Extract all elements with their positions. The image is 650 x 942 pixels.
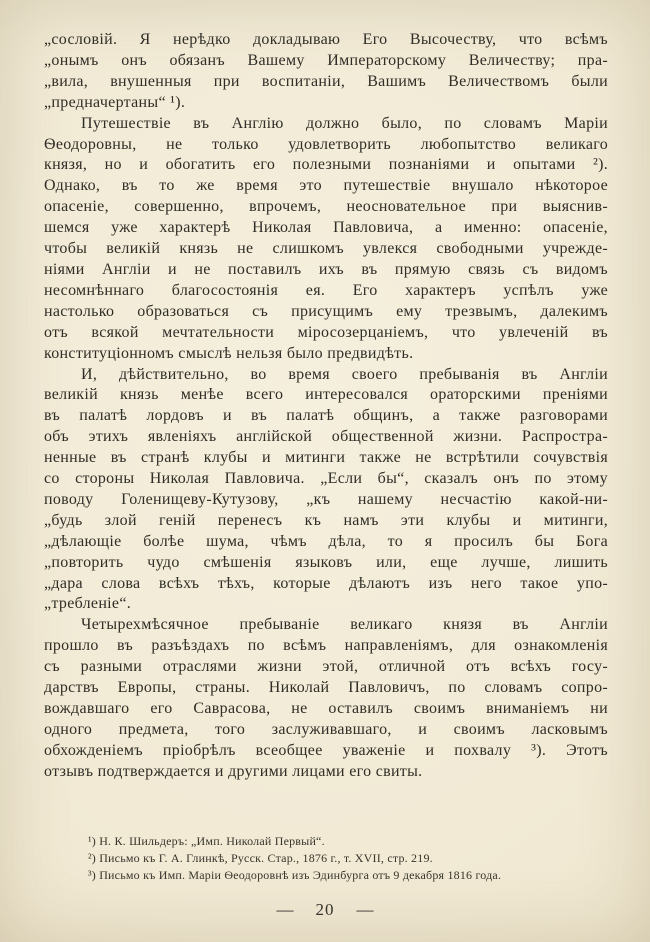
text-line: обхожденіемъ пріобрѣлъ всеобщее уваженіе и похвалу ³). Этотъ <box>44 741 608 759</box>
text-line: объ этихъ явленіяхъ англійской общественной жизни. Распростра- <box>44 428 608 446</box>
text-line: шемся уже характерѣ Николая Павловича, а именно: опасеніе, <box>44 219 608 237</box>
text-line: „дара слова всѣхъ тѣхъ, которые дѣлаютъ изъ него такое упо- <box>44 574 608 592</box>
text-line: ніями Англіи и не поставилъ ихъ въ прямую связь съ видомъ <box>44 260 608 278</box>
text-line: ненные въ странѣ клубы и митинги также не встрѣтили сочувствія <box>44 449 608 467</box>
text-line: Четырехмѣсячное пребываніе великаго князя въ Англіи <box>81 616 608 634</box>
text-line: „будь злой геній перенесъ къ намъ эти клубы и митинги, <box>44 511 608 529</box>
footnote: ¹) Н. К. Шильдеръ: „Имп. Николай Первый“. <box>88 833 325 848</box>
text-line: „онымъ онъ обязанъ Вашему Императорскому Величеству; пра- <box>44 51 608 69</box>
text-line: чтобы великій князь не слишкомъ увлекся свободными учрежде- <box>44 240 608 258</box>
text-line: „сословій. Я нерѣдко докладываю Его Высочеству, что всѣмъ <box>44 31 608 48</box>
text-line: опасеніе, совершенно, впрочемъ, неосновательное при выяснив- <box>44 198 608 216</box>
page-footer <box>0 900 650 920</box>
text-line: „требленіе“. <box>44 595 132 613</box>
text-line: прошло въ разъѣздахъ по всѣмъ направленіямъ, для ознакомленія <box>44 637 608 655</box>
text-line: настолько образоваться съ присущимъ ему трезвымъ, далекимъ <box>44 302 608 320</box>
text-line: поводу Голенищеву-Кутузову, „къ нашему несчастію какой-ни- <box>44 490 608 508</box>
paragraph <box>44 365 608 616</box>
text-line: въ палатѣ лордовъ и въ палатѣ общинъ, а также разговорами <box>44 407 608 425</box>
paragraph <box>44 114 608 365</box>
text-line: вождавшаго его Саврасова, не оставилъ своимъ вниманіемъ ни <box>44 700 608 717</box>
paragraph <box>44 30 608 114</box>
text-line: „повторить чудо смѣшенія языковъ или, еще лучше, лишить <box>44 553 608 571</box>
text-line: конституціонномъ смыслѣ нельзя было предвидѣть. <box>44 344 414 362</box>
paragraph <box>44 615 608 782</box>
body-text <box>44 30 608 783</box>
footnote: ²) Письмо къ Г. А. Глинкѣ, Русск. Стар., 1876 г., т. XVII, стр. 219. <box>88 850 433 865</box>
text-line: отъ всякой мечтательности міросозерцаніемъ, что увлеченій въ <box>44 323 608 341</box>
footer-dash-left: — <box>276 900 294 919</box>
text-line: „дѣлающіе болѣе шума, чѣмъ дѣла, то я просилъ бы Бога <box>44 532 608 550</box>
text-line: одного предмета, того заслуживавшаго, и своимъ ласковымъ <box>44 720 608 738</box>
text-line: князя, но и обогатить его полезными познаніями и опытами ²). <box>44 156 608 174</box>
text-line: И, дѣйствительно, во время своего пребыванія въ Англіи <box>81 365 608 383</box>
text-line: Путешествіе въ Англію должно было, по словамъ Маріи <box>81 114 608 132</box>
footnotes <box>44 833 608 884</box>
text-line: несомнѣннаго благосостоянія ея. Его характеръ успѣлъ уже <box>44 281 608 299</box>
footer-dash-right: — <box>356 900 374 919</box>
text-line: отзывъ подтверждается и другими лицами его свиты. <box>44 762 423 780</box>
text-line: Ѳеодоровны, не только удовлетворить любопытство великаго <box>44 135 608 153</box>
footnote: ³) Письмо къ Имп. Маріи Ѳеодоровнѣ изъ Эдинбурга отъ 9 декабря 1816 года. <box>88 867 502 882</box>
text-line: великій князь менѣе всего интересовался ораторскими преніями <box>44 386 608 404</box>
text-line: дарствъ Европы, страны. Николай Павловичъ, по словамъ сопро- <box>44 679 608 697</box>
page-number: 20 <box>315 900 335 919</box>
text-line: со стороны Николая Павловича. „Если бы“, сказалъ онъ по этому <box>44 470 608 488</box>
text-line: Однако, въ то же время это путешествіе внушало нѣкоторое <box>44 177 608 195</box>
text-line: „предначертаны“ ¹). <box>44 93 186 111</box>
text-line: съ разными отраслями жизни этой, отличной отъ всѣхъ госу- <box>44 658 608 676</box>
text-line: „вила, внушенныя при воспитаніи, Вашимъ Величествомъ были <box>44 72 608 90</box>
